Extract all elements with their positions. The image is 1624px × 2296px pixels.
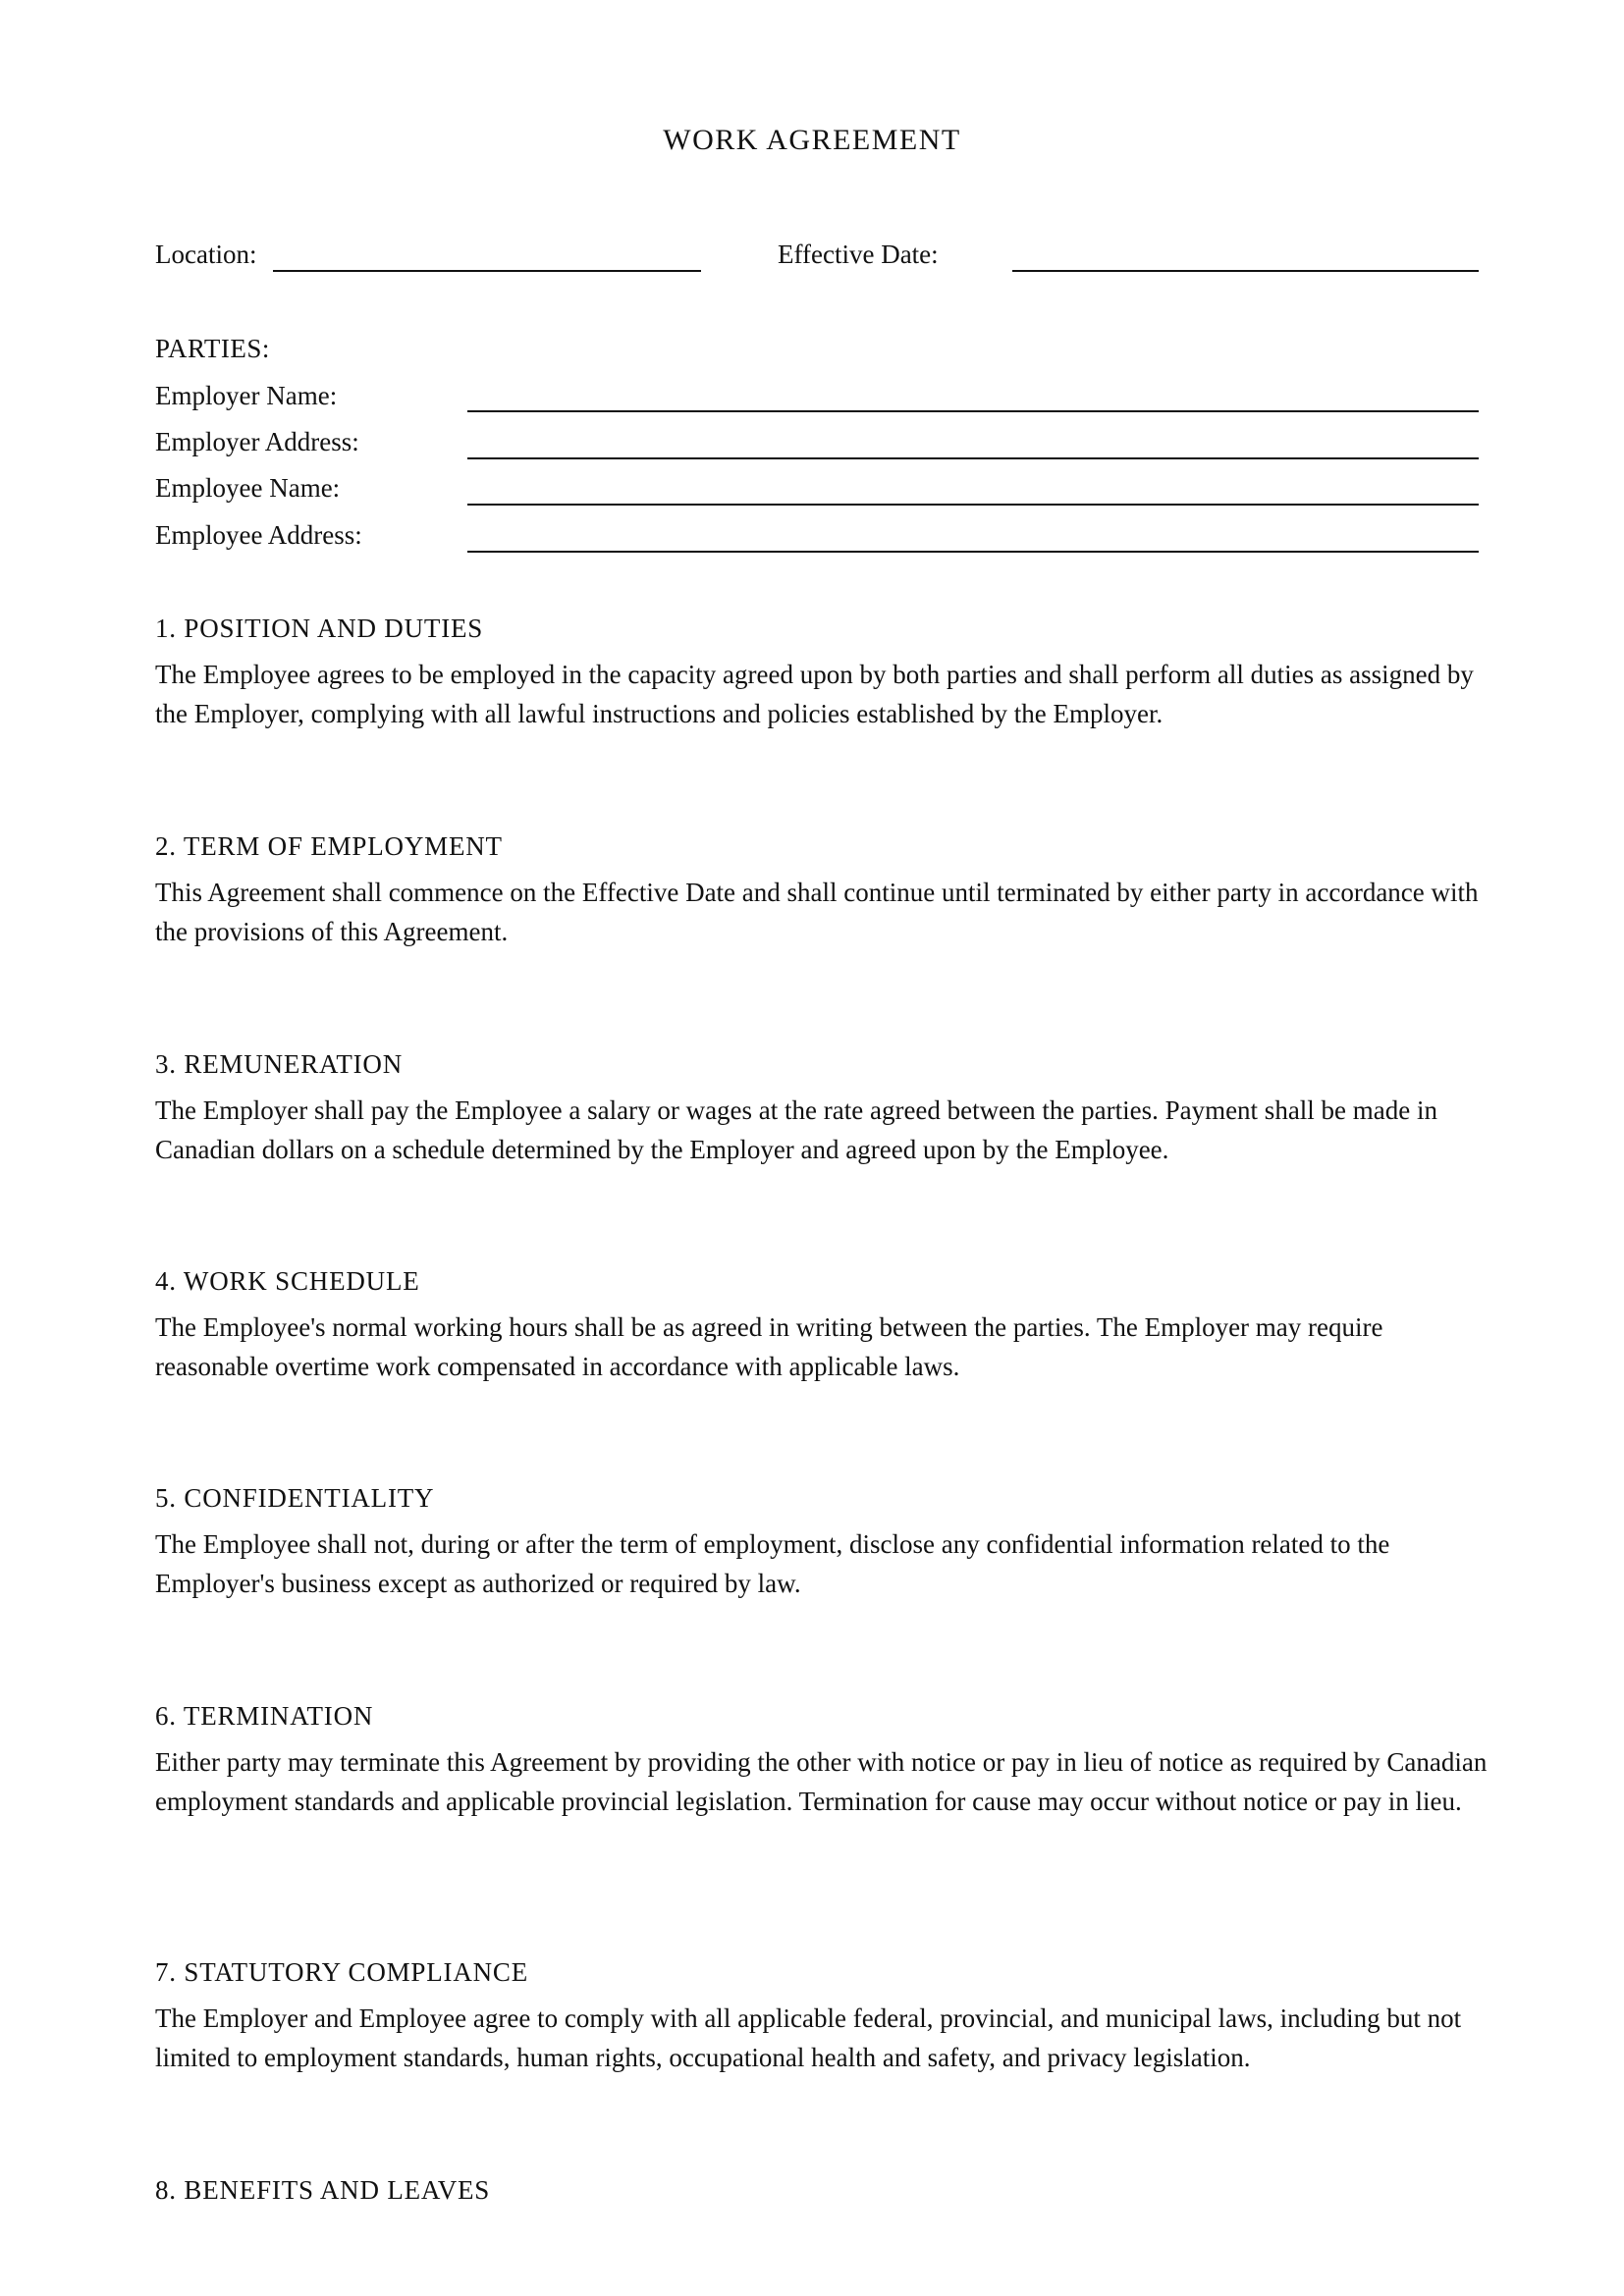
effective-date-field[interactable] [1012, 270, 1479, 272]
employer-address-label: Employer Address: [155, 427, 359, 456]
section-term-of-employment [155, 827, 1490, 951]
section-body: This Agreement shall commence on the Effective Date and shall continue until terminated by either party in accordance with the provisions of this Agreement. [155, 878, 1479, 946]
section-body: The Employer shall pay the Employee a salary or wages at the rate agreed between the parties. Payment shall be made in Canadian dollars on a schedule determined by the Employer and agreed upon by the Employee. [155, 1095, 1438, 1164]
employer-address-field[interactable] [467, 457, 1479, 459]
page-title: WORK AGREEMENT [663, 124, 961, 156]
section-position-duties [155, 609, 1490, 733]
section-benefits-and-leaves [155, 2170, 1490, 2216]
section-body: The Employee agrees to be employed in the capacity agreed upon by both parties and shall perform all duties as assigned by the Employer, complying with all lawful instructions and policies established by the Employer. [155, 660, 1474, 728]
employee-address-label: Employee Address: [155, 520, 362, 550]
employer-name-label: Employer Name: [155, 381, 338, 410]
section-body: The Employee's normal working hours shall be as agreed in writing between the parties. The Employer may require reasonable overtime work compensated in accordance with applicable laws. [155, 1312, 1383, 1381]
section-heading: 1. POSITION AND DUTIES [155, 614, 484, 643]
employee-name-field[interactable] [467, 504, 1479, 506]
section-work-schedule [155, 1261, 1490, 1386]
section-heading: 2. TERM OF EMPLOYMENT [155, 831, 503, 861]
section-heading: 8. BENEFITS AND LEAVES [155, 2175, 491, 2205]
section-statutory-compliance [155, 1952, 1490, 2077]
employee-name-label: Employee Name: [155, 473, 341, 503]
parties-heading: PARTIES: [155, 334, 270, 363]
section-confidentiality [155, 1478, 1490, 1603]
section-body: Either party may terminate this Agreement by providing the other with notice or pay in lieu of notice as required by Canadian employment standards and applicable provincial legislation. Termination for cause may occur without notice or pay in lieu. [155, 1747, 1488, 1816]
section-remuneration [155, 1044, 1490, 1169]
section-body: The Employer and Employee agree to comply with all applicable federal, provincial, and municipal laws, including but not limited to employment standards, human rights, occupational health and safety, and privacy legislation. [155, 2003, 1462, 2072]
section-heading: 6. TERMINATION [155, 1701, 374, 1731]
section-termination [155, 1696, 1490, 1821]
section-heading: 5. CONFIDENTIALITY [155, 1483, 435, 1513]
location-field[interactable] [273, 270, 701, 272]
section-body: The Employee shall not, during or after the term of employment, disclose any confidential information related to the Employer's business except as authorized or required by law. [155, 1529, 1390, 1598]
effective-date-label: Effective Date: [778, 240, 939, 269]
section-heading: 3. REMUNERATION [155, 1049, 403, 1079]
section-heading: 7. STATUTORY COMPLIANCE [155, 1957, 529, 1987]
section-heading: 4. WORK SCHEDULE [155, 1266, 420, 1296]
employee-address-field[interactable] [467, 551, 1479, 553]
location-label: Location: [155, 240, 257, 269]
employer-name-field[interactable] [467, 410, 1479, 412]
